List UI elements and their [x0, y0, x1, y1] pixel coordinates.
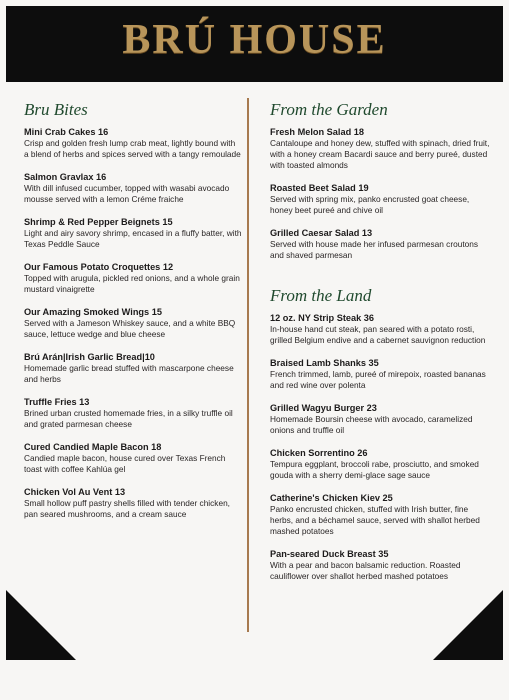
item-description: French trimmed, lamb, pureé of mirepoix, roasted bananas and red wine over polenta [270, 369, 486, 390]
item-description: Served with house made her infused parmesan croutons and shaved parmesan [270, 239, 479, 260]
left-column [24, 100, 242, 531]
corner-decoration-left [6, 590, 76, 660]
item-description: In-house hand cut steak, pan seared with a potato rosti, grilled Belgium endive and a cabernet sauvignon reduction [270, 324, 486, 345]
item-description: With a pear and bacon balsamic reduction. Roasted cauliflower over shallot herbed mashed potatoes [270, 560, 461, 581]
section-title-bru-bites: Bru Bites [24, 100, 88, 119]
menu-item [24, 216, 242, 250]
item-name: Grilled Wagyu Burger 23 [270, 403, 377, 413]
item-description: Homemade garlic bread stuffed with mascarpone cheese and herbs [24, 363, 234, 384]
menu-item [24, 351, 242, 385]
item-name: Mini Crab Cakes 16 [24, 127, 109, 137]
column-divider [247, 98, 249, 632]
item-description: Tempura eggplant, broccoli rabe, prosciutto, and smoked gouda with a sherry demi-glace sage sauce [270, 459, 479, 480]
item-description: Cantaloupe and honey dew, stuffed with spinach, dried fruit, with a honey cream Bacardi sauce and berry pureé, dusted with toasted almonds [270, 138, 490, 170]
item-name: Fresh Melon Salad 18 [270, 127, 364, 137]
item-description: With dill infused cucumber, topped with wasabi avocado mousse served with a lemon Créme fraiche [24, 183, 230, 204]
menu-item [270, 182, 492, 216]
item-description: Crisp and golden fresh lump crab meat, lightly bound with a blend of herbs and spices served with a tangy remoulade [24, 138, 241, 159]
menu-item [270, 312, 492, 346]
item-name: Shrimp & Red Pepper Beignets 15 [24, 217, 173, 227]
menu-item [24, 396, 242, 430]
item-name: Truffle Fries 13 [24, 397, 90, 407]
item-description: Small hollow puff pastry shells filled with tender chicken, pan seared mushrooms, and a cream sauce [24, 498, 230, 519]
corner-decoration-right [433, 590, 503, 660]
item-name: Chicken Sorrentino 26 [270, 448, 368, 458]
item-name: Pan-seared Duck Breast 35 [270, 549, 389, 559]
item-name: 12 oz. NY Strip Steak 36 [270, 313, 375, 323]
item-name: Braised Lamb Shanks 35 [270, 358, 379, 368]
menu-item [24, 126, 242, 160]
menu-item [270, 357, 492, 391]
item-description: Light and airy savory shrimp, encased in a fluffy batter, with Texas Peddle Sauce [24, 228, 242, 249]
item-name: Grilled Caesar Salad 13 [270, 228, 373, 238]
item-name: Catherine's Chicken Kiev 25 [270, 493, 393, 503]
item-name: Our Famous Potato Croquettes 12 [24, 262, 174, 272]
item-description: Homemade Boursin cheese with avocado, caramelized onions and truffle oil [270, 414, 473, 435]
item-name: Brú Arán|Irish Garlic Bread|10 [24, 352, 155, 362]
item-description: Panko encrusted chicken, stuffed with Irish butter, fine herbs, and a béchamel sauce, served with shallot herbed mashed potatoes [270, 504, 480, 536]
menu-item [270, 548, 492, 582]
menu-item [24, 441, 242, 475]
right-column [270, 100, 492, 593]
item-description: Brined urban crusted homemade fries, in a silky truffle oil and grated parmesan cheese [24, 408, 233, 429]
menu-item [270, 227, 492, 261]
item-name: Cured Candied Maple Bacon 18 [24, 442, 162, 452]
section-title-from-the-land: From the Land [270, 286, 372, 305]
section-title-from-the-garden: From the Garden [270, 100, 388, 119]
menu-item [270, 126, 492, 171]
menu-item [24, 261, 242, 295]
item-description: Candied maple bacon, house cured over Texas French toast with coffee Kahlúa gel [24, 453, 226, 474]
item-description: Served with spring mix, panko encrusted goat cheese, honey beet pureé and chive oil [270, 194, 470, 215]
header-banner [6, 6, 503, 82]
menu-item [24, 486, 242, 520]
menu-item [270, 492, 492, 537]
menu-item [270, 447, 492, 481]
item-name: Chicken Vol Au Vent 13 [24, 487, 126, 497]
item-description: Topped with arugula, pickled red onions, and a whole grain mustard vinaigrette [24, 273, 240, 294]
section-spacer [270, 272, 492, 286]
item-name: Salmon Gravlax 16 [24, 172, 107, 182]
menu-item [24, 306, 242, 340]
brand-logo-text: BRÚ HOUSE [122, 17, 387, 63]
item-description: Served with a Jameson Whiskey sauce, and a white BBQ sauce, lettuce wedge and blue cheese [24, 318, 236, 339]
menu-item [270, 402, 492, 436]
menu-item [24, 171, 242, 205]
item-name: Roasted Beet Salad 19 [270, 183, 369, 193]
item-name: Our Amazing Smoked Wings 15 [24, 307, 162, 317]
